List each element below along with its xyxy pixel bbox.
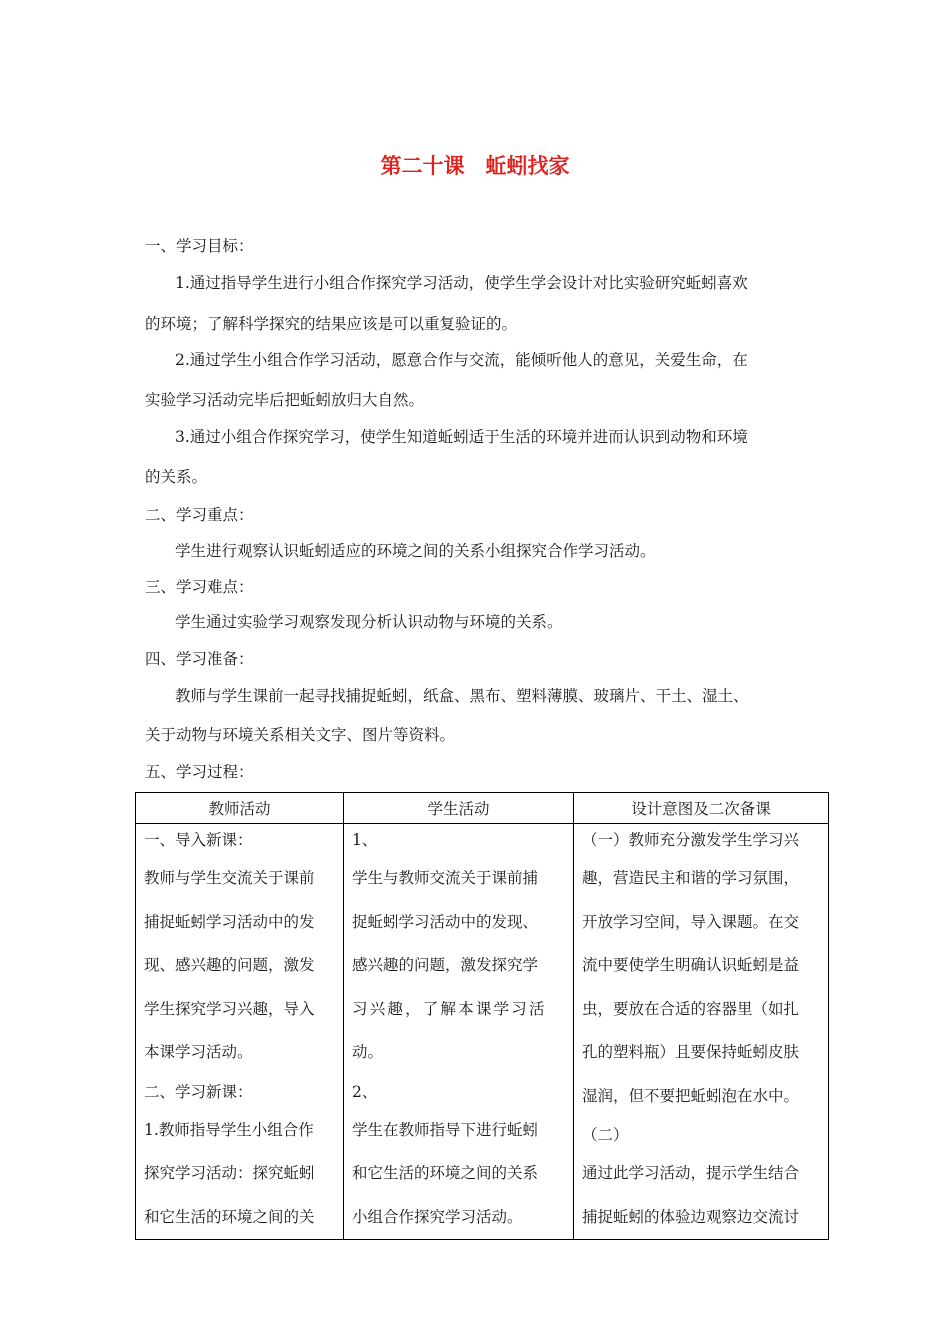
lesson-title: 第二十课 蚯蚓找家 <box>380 154 570 178</box>
teacher-line: 本课学习活动。 <box>144 1043 253 1061</box>
teacher-line: 探究学习活动：探究蚯蚓 <box>144 1164 315 1182</box>
objective-3-line-2: 的关系。 <box>145 468 208 486</box>
teacher-line: 学生探究学习兴趣，导入 <box>144 999 315 1018</box>
preparation-line-1: 教师与学生课前一起寻找捕捉蚯蚓，纸盒、黑布、塑料薄膜、玻璃片、干土、湿土、 <box>175 687 749 705</box>
student-line: 捉蚯蚓学习活动中的发现、 <box>352 912 539 931</box>
teacher-line: 教师与学生交流关于课前 <box>144 869 315 887</box>
table-row <box>136 824 829 1240</box>
objective-3-line-1: 3.通过小组合作探究学习，使学生知道蚯蚓适于生活的环境并进而认识到动物和环境 <box>175 428 748 446</box>
teacher-line: 和它生活的环境之间的关 <box>144 1207 315 1226</box>
objective-1-line-2: 的环境；了解科学探究的结果应该是可以重复验证的。 <box>145 315 518 333</box>
design-intent-cell <box>574 824 829 1240</box>
design-line: 趣，营造民主和谐的学习氛围， <box>582 869 800 887</box>
design-line: 孔的塑料瓶）且要保持蚯蚓皮肤 <box>582 1043 800 1061</box>
student-line: 动。 <box>352 1043 384 1061</box>
teacher-line: 1.教师指导学生小组合作 <box>144 1120 314 1139</box>
student-line: 1、 <box>352 831 378 849</box>
design-line: 开放学习空间，导入课题。在交 <box>582 912 800 931</box>
design-line: 湿润，但不要把蚯蚓泡在水中。 <box>582 1086 800 1105</box>
student-activity-cell <box>344 824 574 1240</box>
design-line: 虫，要放在合适的容器里（如扎 <box>582 999 800 1018</box>
key-points-heading: 二、学习重点： <box>145 506 254 524</box>
objective-2-line-2: 实验学习活动完毕后把蚯蚓放归大自然。 <box>145 391 425 409</box>
difficulties-text: 学生通过实验学习观察发现分析认识动物与环境的关系。 <box>175 613 563 631</box>
preparation-heading: 四、学习准备： <box>145 650 254 668</box>
teacher-line: 现、感兴趣的问题，激发 <box>144 956 315 974</box>
table-header-row <box>136 793 829 824</box>
header-teacher-activity: 教师活动 <box>136 793 344 824</box>
difficulties-heading: 三、学习难点： <box>145 578 254 596</box>
objectives-heading: 一、学习目标： <box>145 237 254 255</box>
key-points-text: 学生进行观察认识蚯蚓适应的环境之间的关系小组探究合作学习活动。 <box>175 542 656 560</box>
teacher-line: 捕捉蚯蚓学习活动中的发 <box>144 912 315 931</box>
process-heading: 五、学习过程： <box>145 763 254 781</box>
preparation-line-2: 关于动物与环境关系相关文字、图片等资料。 <box>145 726 456 744</box>
student-line: 学生与教师交流关于课前捕 <box>352 869 539 887</box>
objective-2-line-1: 2.通过学生小组合作学习活动，愿意合作与交流，能倾听他人的意见，关爱生命，在 <box>175 351 748 369</box>
student-line: 和它生活的环境之间的关系 <box>352 1164 539 1182</box>
student-line: 2、 <box>352 1082 378 1101</box>
design-line: （二） <box>582 1126 629 1144</box>
design-line: 捕捉蚯蚓的体验边观察边交流讨 <box>582 1207 800 1226</box>
student-line: 学生在教师指导下进行蚯蚓 <box>352 1120 539 1139</box>
design-line: 通过此学习活动，提示学生结合 <box>582 1164 800 1182</box>
header-design-intent: 设计意图及二次备课 <box>574 793 829 824</box>
student-line: 小组合作探究学习活动。 <box>352 1207 523 1226</box>
header-student-activity: 学生活动 <box>344 793 574 824</box>
teacher-line: 一、导入新课： <box>144 831 253 849</box>
teacher-activity-cell <box>136 824 344 1240</box>
design-line: （一）教师充分激发学生学习兴 <box>582 831 800 849</box>
process-table <box>135 792 829 1240</box>
teacher-line: 二、学习新课： <box>144 1082 253 1101</box>
student-line: 习兴趣，了解本课学习活 <box>352 999 547 1018</box>
student-line: 感兴趣的问题，激发探究学 <box>352 956 539 974</box>
design-line: 流中要使学生明确认识蚯蚓是益 <box>582 956 800 974</box>
objective-1-line-1: 1.通过指导学生进行小组合作探究学习活动，使学生学会设计对比实验研究蚯蚓喜欢 <box>175 274 748 292</box>
